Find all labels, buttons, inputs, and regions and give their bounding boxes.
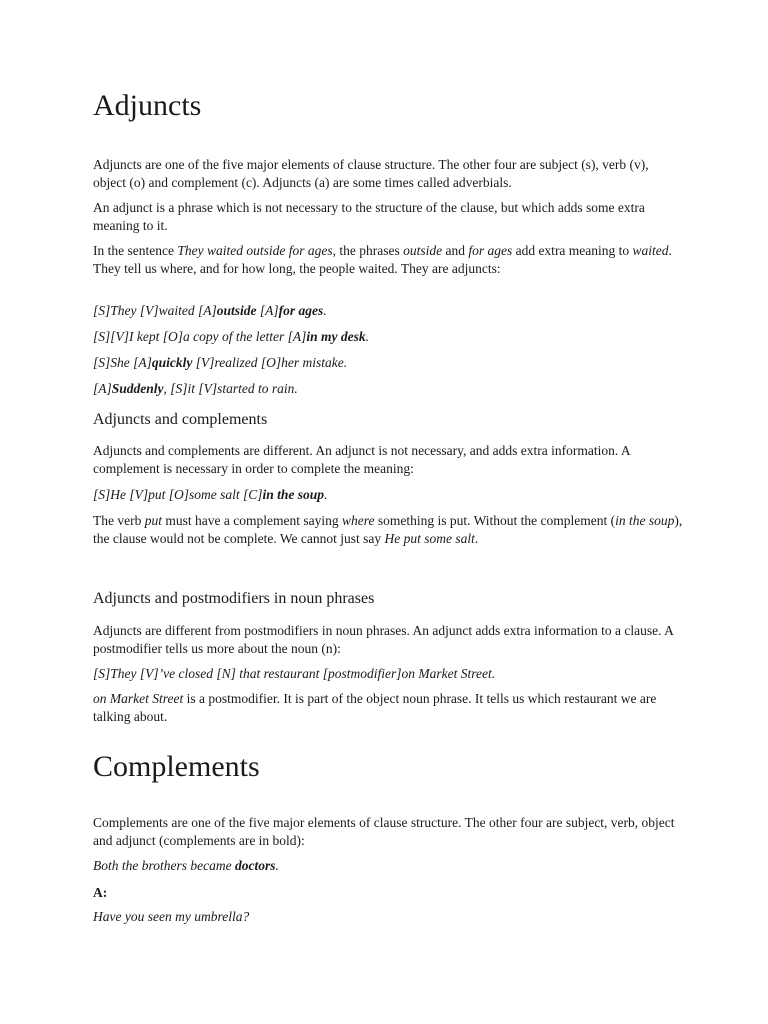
text-run: . [474,530,479,546]
italic-run: put [144,513,162,528]
postmodifiers-paragraph: Adjuncts are different from postmodifiers in noun phrases. An adjunct adds extra information to a clause. A postmodifier tells us more about the noun (n): [93,623,674,656]
italic-run: in the soup [615,513,675,528]
complements-difference-paragraph: Adjuncts and complements are different. An adjunct is not necessary, and adds extra information. A complement is necessary in order to complete the meaning: [93,443,630,476]
example-sentence [93,302,683,320]
text-run: Both the brothers became [93,858,235,873]
example-sentence [93,328,683,346]
text-run: . [275,858,279,873]
italic-run: where [341,513,375,528]
bold-run: for ages [278,303,324,318]
adjuncts-intro-paragraph: Adjuncts are one of the five major elements of clause structure. The other four are subject (s), verb (v), object (o) and complement (c). Adjuncts (a) are some times called adverbials. [93,157,649,190]
bold-run: in the soup [262,487,325,502]
text-run: . [324,487,328,502]
bold-run: doctors [234,858,276,873]
bold-run: quickly [151,355,193,370]
text-run: . [365,329,369,344]
text-run: . [323,303,327,318]
italic-run: on Market Street [93,691,184,706]
bold-run: A: [93,885,108,900]
italic-run: waited [632,243,669,258]
speaker-label [93,884,683,902]
example-sentence: [S]They [V]’ve closed [N] that restaurant [postmodifier]on Market Street. [93,666,496,681]
italic-run: outside [403,243,443,258]
text-run: something is put. Without the complement ( [374,513,616,528]
text-run: [A] [256,303,279,318]
postmodifier-explanation-paragraph [93,690,683,725]
text-run: The verb [93,513,145,528]
text-run: , [S]it [V]started to rain. [163,381,298,396]
bold-run: Suddenly [111,381,164,396]
example-sentence [93,857,683,875]
text-run: , the phrases [332,243,404,258]
text-run: [S][V]I kept [O]a copy of the letter [A] [93,329,307,344]
text-run: [A] [93,381,112,396]
italic-run: for ages [468,243,513,258]
text-run: ), the clause would not be complete. We cannot just say [93,513,683,546]
text-run: [S]She [A] [93,355,152,370]
complements-intro-paragraph: Complements are one of the five major elements of clause structure. The other four are subject, verb, object and adjunct (complements are in bold): [93,815,675,848]
text-run: add extra meaning to [512,243,633,258]
text-run: [S]They [V]waited [A] [93,303,217,318]
adjunct-definition-paragraph: An adjunct is a phrase which is not necessary to the structure of the clause, but which adds some extra meaning to it. [93,200,645,233]
text-run: must have a complement saying [162,513,342,528]
text-run: In the sentence [93,243,178,258]
example-sentence [93,486,683,504]
section-heading-adjuncts-postmodifiers: Adjuncts and postmodifiers in noun phrases [93,590,375,607]
bold-run: in my desk [306,329,366,344]
example-sentence: Have you seen my umbrella? [93,909,250,924]
complements-title: Complements [93,750,260,783]
verb-put-paragraph [93,512,683,547]
adjuncts-title: Adjuncts [93,89,202,122]
text-run: is a postmodifier. It is part of the object noun phrase. It tells us which restaurant we are talking about. [93,691,657,724]
adjunct-explanation-paragraph [93,242,683,277]
text-run: . They tell us where, and for how long, the people waited. They are adjuncts: [93,243,672,276]
text-run: [V]realized [O]her mistake. [192,355,348,370]
example-sentence [93,354,683,372]
example-sentence [93,380,683,398]
text-run: [S]He [V]put [O]some salt [C] [93,487,263,502]
italic-run: They waited outside for ages [177,243,333,258]
section-heading-adjuncts-complements: Adjuncts and complements [93,411,268,428]
text-run: and [442,243,469,258]
italic-run: He put some salt [384,530,475,546]
bold-run: outside [216,303,257,318]
